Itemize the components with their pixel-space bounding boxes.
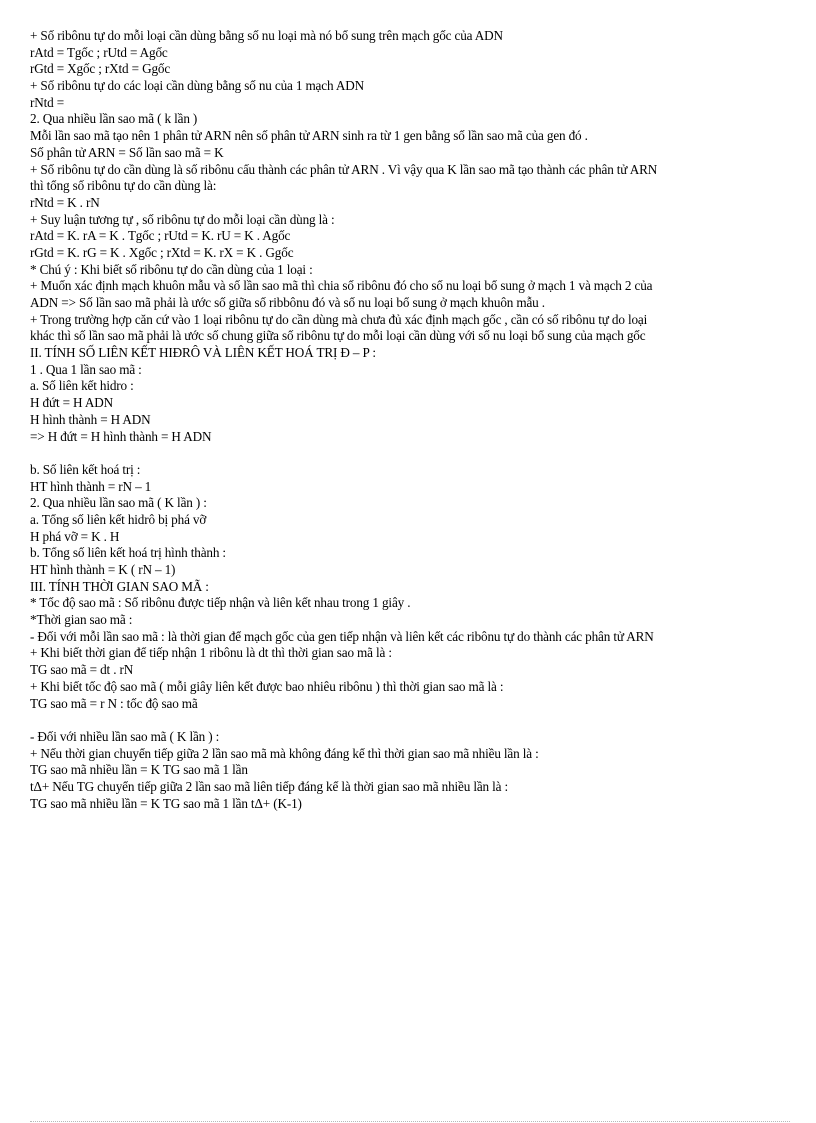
text-line: a. Số liên kết hidro : (30, 378, 134, 394)
blank-line (30, 712, 790, 729)
text-line: HT hình thành = K ( rN – 1) (30, 562, 176, 577)
text-line: => H đứt = H hình thành = H ADN (30, 428, 212, 444)
text-line: rGtd = K. rG = K . Xgốc ; rXtd = K. rX = K . Ggốc (30, 244, 294, 260)
text-line: thì tổng số ribônu tự do cần dùng là: (30, 178, 217, 194)
blank-line (30, 445, 790, 462)
text-line: b. Số liên kết hoá trị : (30, 461, 141, 477)
text-line: TG sao mã nhiều lần = K TG sao mã 1 lần tΔ+ (K-1) (30, 795, 302, 811)
text-line: H hình thành = H ADN (30, 411, 151, 427)
text-line: * Tốc độ sao mã : Số ribônu được tiếp nhận và liên kết nhau trong 1 giây . (30, 595, 411, 611)
text-line: HT hình thành = rN – 1 (30, 478, 152, 494)
text-line: TG sao mã = r N : tốc độ sao mã (30, 695, 198, 711)
text-line: rNtd = K . rN (30, 194, 100, 210)
text-line: ADN => Số lần sao mã phải là ước số giữa số ribbônu đó và số nu loại bổ sung ở mạch khuôn mẫu . (30, 295, 545, 310)
document-page (30, 28, 790, 812)
text-line: + Nếu thời gian chuyển tiếp giữa 2 lần sao mã mà không đáng kể thì thời gian sao mã nhiều lần là : (30, 745, 539, 761)
text-line: TG sao mã nhiều lần = K TG sao mã 1 lần (30, 762, 248, 778)
text-line: *Thời gian sao mã : (30, 612, 133, 628)
text-line: 2. Qua nhiều lần sao mã ( K lần ) : (30, 495, 207, 511)
text-line: - Đối với nhiều lần sao mã ( K lần ) : (30, 728, 220, 744)
text-line: rGtd = Xgốc ; rXtd = Ggốc (30, 61, 171, 77)
text-line: rNtd = (30, 94, 65, 110)
text-line: III. TÍNH THỜI GIAN SAO MÃ : (30, 578, 209, 594)
text-line: II. TÍNH SỐ LIÊN KẾT HIĐRÔ VÀ LIÊN KẾT HOÁ TRỊ Đ – P : (30, 345, 376, 361)
text-line: Số phân tử ARN = Số lần sao mã = K (30, 144, 224, 160)
text-line: + Khi biết thời gian để tiếp nhận 1 ribônu là dt thì thời gian sao mã là : (30, 645, 392, 661)
text-line: 1 . Qua 1 lần sao mã : (30, 361, 142, 377)
page-bottom-divider (30, 1121, 790, 1122)
text-line: + Số ribônu tự do cần dùng là số ribônu cấu thành các phân tử ARN . Vì vậy qua K lần sao mã tạo thành các phân tử ARN (30, 161, 658, 177)
text-line: b. Tổng số liên kết hoá trị hình thành : (30, 545, 226, 561)
text-line: + Khi biết tốc độ sao mã ( mỗi giây liên kết được bao nhiêu ribônu ) thì thời gian sao mã là : (30, 678, 504, 694)
text-line: Mỗi lần sao mã tạo nên 1 phân tử ARN nên số phân tử ARN sinh ra từ 1 gen bằng số lần sao mã của gen đó . (30, 128, 588, 144)
text-line: rAtd = K. rA = K . Tgốc ; rUtd = K. rU = K . Agốc (30, 228, 291, 244)
text-line: 2. Qua nhiều lần sao mã ( k lần ) (30, 111, 198, 127)
text-line: + Trong trường hợp căn cứ vào 1 loại ribônu tự do cần dùng mà chưa đủ xác định mạch gốc , cần có số ribônu tự do loại (30, 311, 648, 327)
text-line: H đứt = H ADN (30, 395, 113, 411)
text-line: H phá vỡ = K . H (30, 528, 120, 544)
text-line: a. Tổng số liên kết hidrô bị phá vỡ (30, 511, 207, 527)
text-line: khác thì số lần sao mã phải là ước số chung giữa số ribônu tự do mỗi loại cần dùng với số nu loại bổ sung của mạch gốc (30, 328, 646, 344)
text-line: * Chú ý : Khi biết số ribônu tự do cần dùng của 1 loại : (30, 261, 313, 277)
text-line: TG sao mã = dt . rN (30, 662, 134, 678)
text-line: + Muốn xác định mạch khuôn mẫu và số lần sao mã thì chia số ribônu đó cho số nu loại bổ sung ở mạch 1 và mạch 2 của (30, 278, 653, 294)
text-line: + Số ribônu tự do mỗi loại cần dùng bằng số nu loại mà nó bổ sung trên mạch gốc của ADN (30, 28, 503, 43)
text-line: rAtd = Tgốc ; rUtd = Agốc (30, 44, 168, 60)
text-line: + Số ribônu tự do các loại cần dùng bằng số nu của 1 mạch ADN (30, 78, 364, 94)
text-line: - Đối với mỗi lần sao mã : là thời gian để mạch gốc của gen tiếp nhận và liên kết các ribônu tự do thành các phân tử ARN (30, 628, 654, 644)
text-line: + Suy luận tương tự , số ribônu tự do mỗi loại cần dùng là : (30, 211, 335, 227)
text-line: tΔ+ Nếu TG chuyển tiếp giữa 2 lần sao mã liên tiếp đáng kể là thời gian sao mã nhiều lần là : (30, 778, 509, 794)
